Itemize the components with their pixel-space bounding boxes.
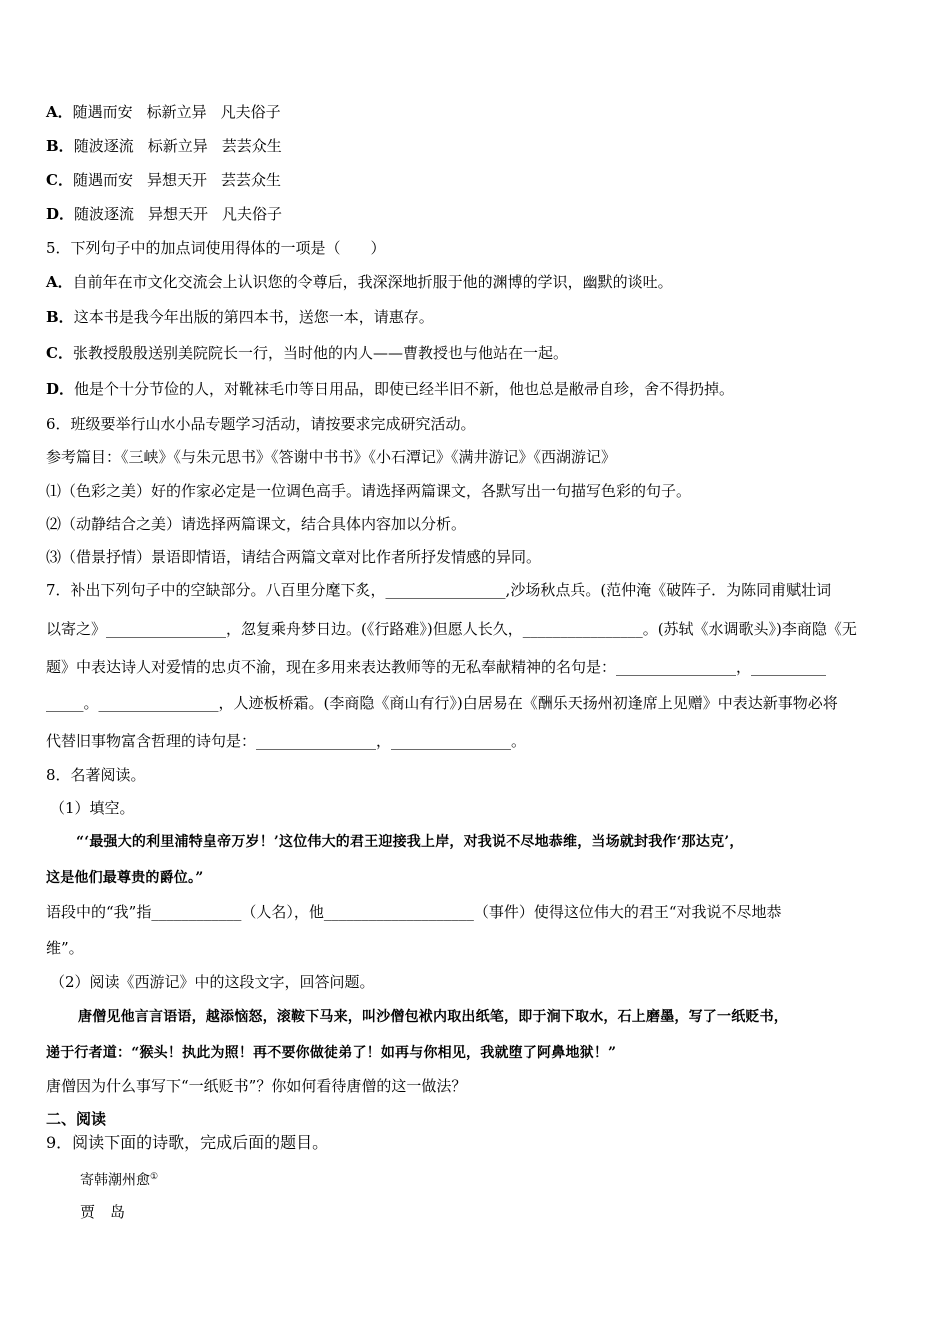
q7-line-1: 7．补出下列句子中的空缺部分。八百里分麾下炙，________________,沙场秋点兵。(范仲淹《破阵子．为陈同甫赋壮词 (46, 581, 832, 599)
q5-stem: 5．下列句子中的加点词使用得体的一项是（ ） (46, 239, 386, 257)
q8-sub2: （2）阅读《西游记》中的这段文字，回答问题。 (50, 973, 375, 991)
q7-line-5: 代替旧事物富含哲理的诗句是：________________，________________。 (46, 732, 527, 750)
poem-author: 贾 岛 (80, 1203, 126, 1221)
q9-stem: 9．阅读下面的诗歌，完成后面的题目。 (46, 1133, 329, 1152)
q8-quote1-line1: “‘最强大的利里浦特皇帝万岁！’这位伟大的君王迎接我上岸，对我说不尽地恭维，当场就封我作‘那达克’， (76, 834, 744, 850)
q7-line-2: 以寄之》________________，忽复乘舟梦日边。(《行路难》)但愿人长久，________________。(苏轼《水调歌头》)李商隐《无 (46, 620, 857, 638)
q6-stem: 6．班级要举行山水小品专题学习活动，请按要求完成研究活动。 (46, 415, 476, 433)
q7-line-4: _____。________________，人迹板桥霜。(李商隐《商山有行》)白居易在《酬乐天扬州初逢席上见赠》中表达新事物必将 (46, 694, 838, 712)
q6-item-3: ⑶（借景抒情）景语即情语，请结合两篇文章对比作者所抒发情感的异同。 (46, 548, 542, 566)
q4-option-c: C．随遇而安 异想天开 芸芸众生 (46, 171, 281, 189)
q4-option-a: A．随遇而安 标新立异 凡夫俗子 (46, 103, 281, 121)
section-heading: 二、阅读 (46, 1110, 107, 1128)
q8-fill-line1: 语段中的“我”指____________（人名），他____________________（事件）使得这位伟大的君王“对我说不尽地恭 (46, 903, 782, 921)
q8-question: 唐僧因为什么事写下“一纸贬书”？你如何看待唐僧的这一做法？ (46, 1077, 467, 1095)
q6-item-2: ⑵（动静结合之美）请选择两篇课文，结合具体内容加以分析。 (46, 515, 467, 533)
q5-option-a: A．自前年在市文化交流会上认识您的令尊后，我深深地折服于他的渊博的学识，幽默的谈吐。 (46, 273, 673, 291)
q7-line-3: 题》中表达诗人对爱情的忠贞不渝，现在多用来表达教师等的无私奉献精神的名句是：________________，__________ (46, 658, 827, 676)
q8-stem: 8．名著阅读。 (46, 766, 146, 784)
q8-quote2-line2: 递于行者道：“猴头！执此为照！再不要你做徒弟了！如再与你相见，我就堕了阿鼻地狱！” (46, 1045, 617, 1061)
q8-fill-line2: 维”。 (46, 939, 84, 957)
q5-option-b: B．这本书是我今年出版的第四本书，送您一本，请惠存。 (46, 308, 434, 326)
q8-quote1-line2: 这是他们最尊贵的爵位。” (46, 870, 204, 886)
q5-option-c: C．张教授殷殷送别美院院长一行，当时他的内人——曹教授也与他站在一起。 (46, 344, 568, 362)
q8-quote2-line1: 唐僧见他言言语语，越添恼怒，滚鞍下马来，叫沙僧包袱内取出纸笔，即于涧下取水，石上磨墨，写了一纸贬书， (78, 1009, 788, 1025)
q6-reference-list: 参考篇目：《三峡》《与朱元思书》《答谢中书书》《小石潭记》《满井游记》《西湖游记》 (46, 448, 617, 466)
q5-option-d: D．他是个十分节俭的人，对靴袜毛巾等日用品，即使已经半旧不新，他也总是敝帚自珍，舍不得扔掉。 (46, 380, 735, 398)
q4-option-d: D．随波逐流 异想天开 凡夫俗子 (46, 205, 283, 223)
footnote-marker: ① (150, 1172, 159, 1182)
poem-title: 寄韩潮州愈① (80, 1172, 159, 1189)
q8-sub1: （1）填空。 (50, 799, 135, 817)
q6-item-1: ⑴（色彩之美）好的作家必定是一位调色高手。请选择两篇课文，各默写出一句描写色彩的句子。 (46, 482, 692, 500)
q4-option-b: B．随波逐流 标新立异 芸芸众生 (46, 137, 282, 155)
